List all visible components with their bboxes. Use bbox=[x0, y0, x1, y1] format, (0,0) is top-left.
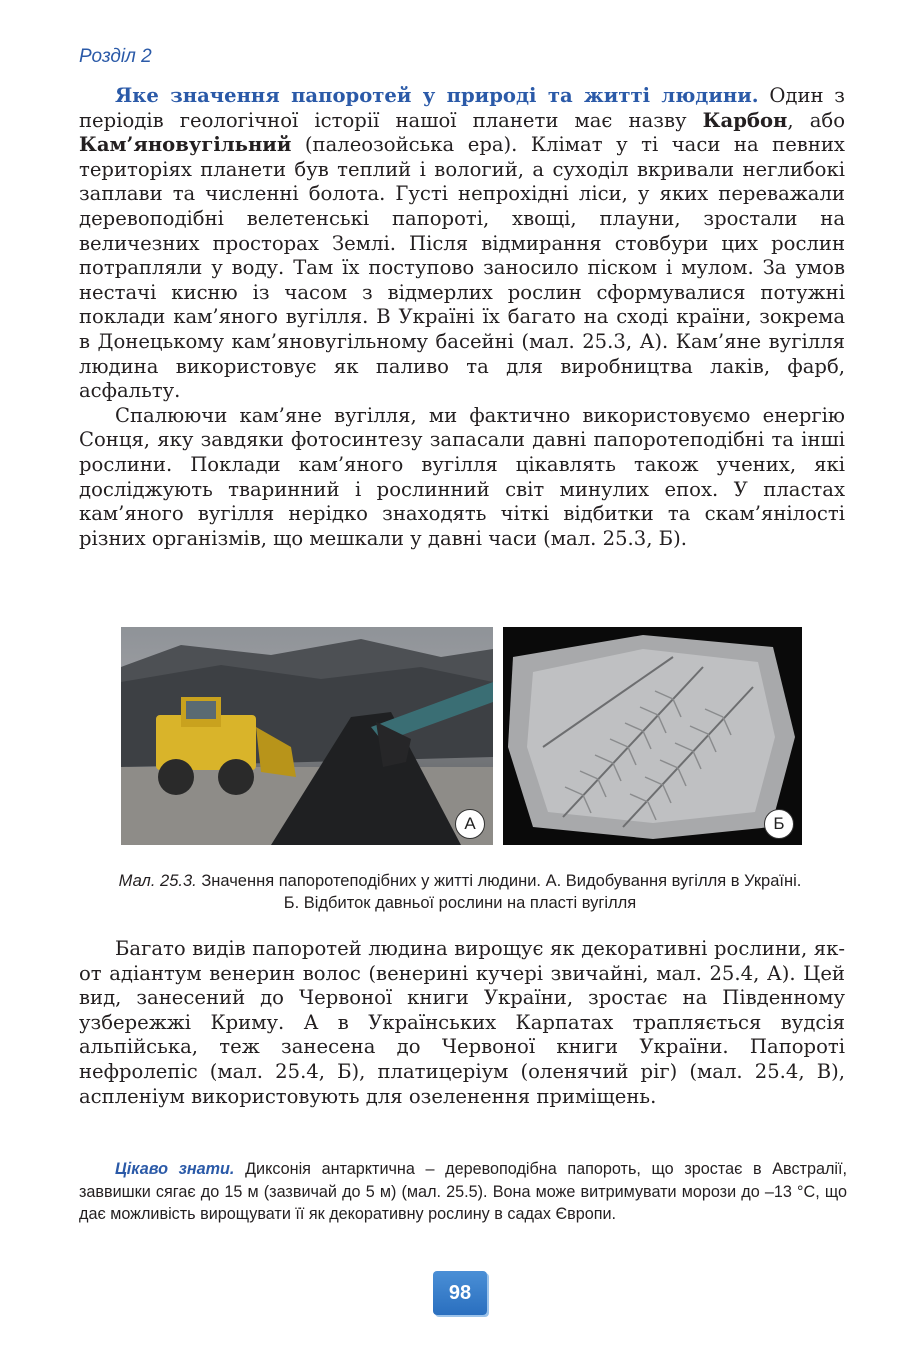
page-number: 98 bbox=[433, 1271, 487, 1315]
text-run: , або bbox=[787, 108, 846, 132]
paragraph-2: Спалюючи кам’яне вугілля, ми фактично використовуємо енергію Сонця, яку завдяки фотосинтезу запасали давні папоротеподібні та інші рослини. Поклади кам’яного вугілля цікавлять також учених, які досліджують тваринний і рослинний світ минулих епох. У пластах кам’яного вугілля нерідко знаходять чіткі відбитки та скам’янілості різних організмів, що мешкали у давні часи (мал. 25.3, Б). bbox=[79, 403, 845, 550]
main-text bbox=[79, 84, 845, 551]
paragraph-3-block bbox=[79, 937, 845, 1109]
term-coal-period: Кам’яновугільний bbox=[79, 133, 292, 157]
fact-text: Диксонія антарктична – деревоподібна папороть, що зростає в Австралії, заввишки сягає до 15 м (зазвичай до 5 м) (мал. 25.5). Вона може витримувати морози до –13 °С, що дає можливість вирощувати її як декоративну рослину в садах Європи. bbox=[79, 1160, 847, 1223]
badge-b: Б bbox=[764, 809, 794, 839]
photo-fern-fossil bbox=[503, 627, 802, 845]
badge-a: А bbox=[455, 809, 485, 839]
paragraph-heading: Яке значення папоротей у природі та житті людини. bbox=[115, 84, 759, 107]
fact-box bbox=[79, 1158, 847, 1226]
text-run: (палеозойська ера). Клімат у ті часи на певних територіях планети був теплий і вологий, а суходіл вкривали неглибокі заплави та численні болота. Густі непрохідні ліси, у яких переважали деревоподібні велетенські папороті, хвощі, плауни, зростали на величезних просторах Землі. Після відмирання стовбури цих рослин потрапляли у воду. Там їх поступово заносило піском і мулом. За умов нестачі кисню із часом з відмерлих рослин сформувалися потужні поклади кам’яного вугілля. В Україні їх багато на сході країни, зокрема в Донецькому кам’яновугільному басейні (мал. 25.3, А). Кам’яне вугілля людина використовує як паливо та для виробництва лаків, фарб, асфальту. bbox=[79, 133, 845, 403]
paragraph-3: Багато видів папоротей людина вирощує як декоративні рослини, як-от адіантум венерин волос (венерині кучері звичайні, мал. 25.4, А). Цей вид, занесений до Червоної книги України, зростає на Південному узбережжі Криму. А в Українських Карпатах трапляється вудсія альпійська, теж занесена до Червоної книги України. Папороті нефролепіс (мал. 25.4, Б), платицеріум (оленячий ріг) (мал. 25.4, В), аспленіум використовують для озеленення приміщень. bbox=[79, 937, 845, 1108]
term-carbon: Карбон bbox=[702, 108, 788, 132]
section-label: Розділ 2 bbox=[79, 46, 152, 67]
paragraph-1 bbox=[79, 84, 845, 404]
photo-coal-mining bbox=[121, 627, 493, 845]
text-run: Один з періодів геологічної історії нашої планети має назву bbox=[79, 84, 845, 132]
caption-label: Мал. 25.3. bbox=[118, 872, 197, 890]
fact-label: Цікаво знати. bbox=[115, 1160, 235, 1178]
caption-text: Значення папоротеподібних у житті людини. А. Видобування вугілля в Україні. Б. Відбиток давньої рослини на пласті вугілля bbox=[196, 872, 802, 912]
figure-caption bbox=[110, 870, 810, 914]
